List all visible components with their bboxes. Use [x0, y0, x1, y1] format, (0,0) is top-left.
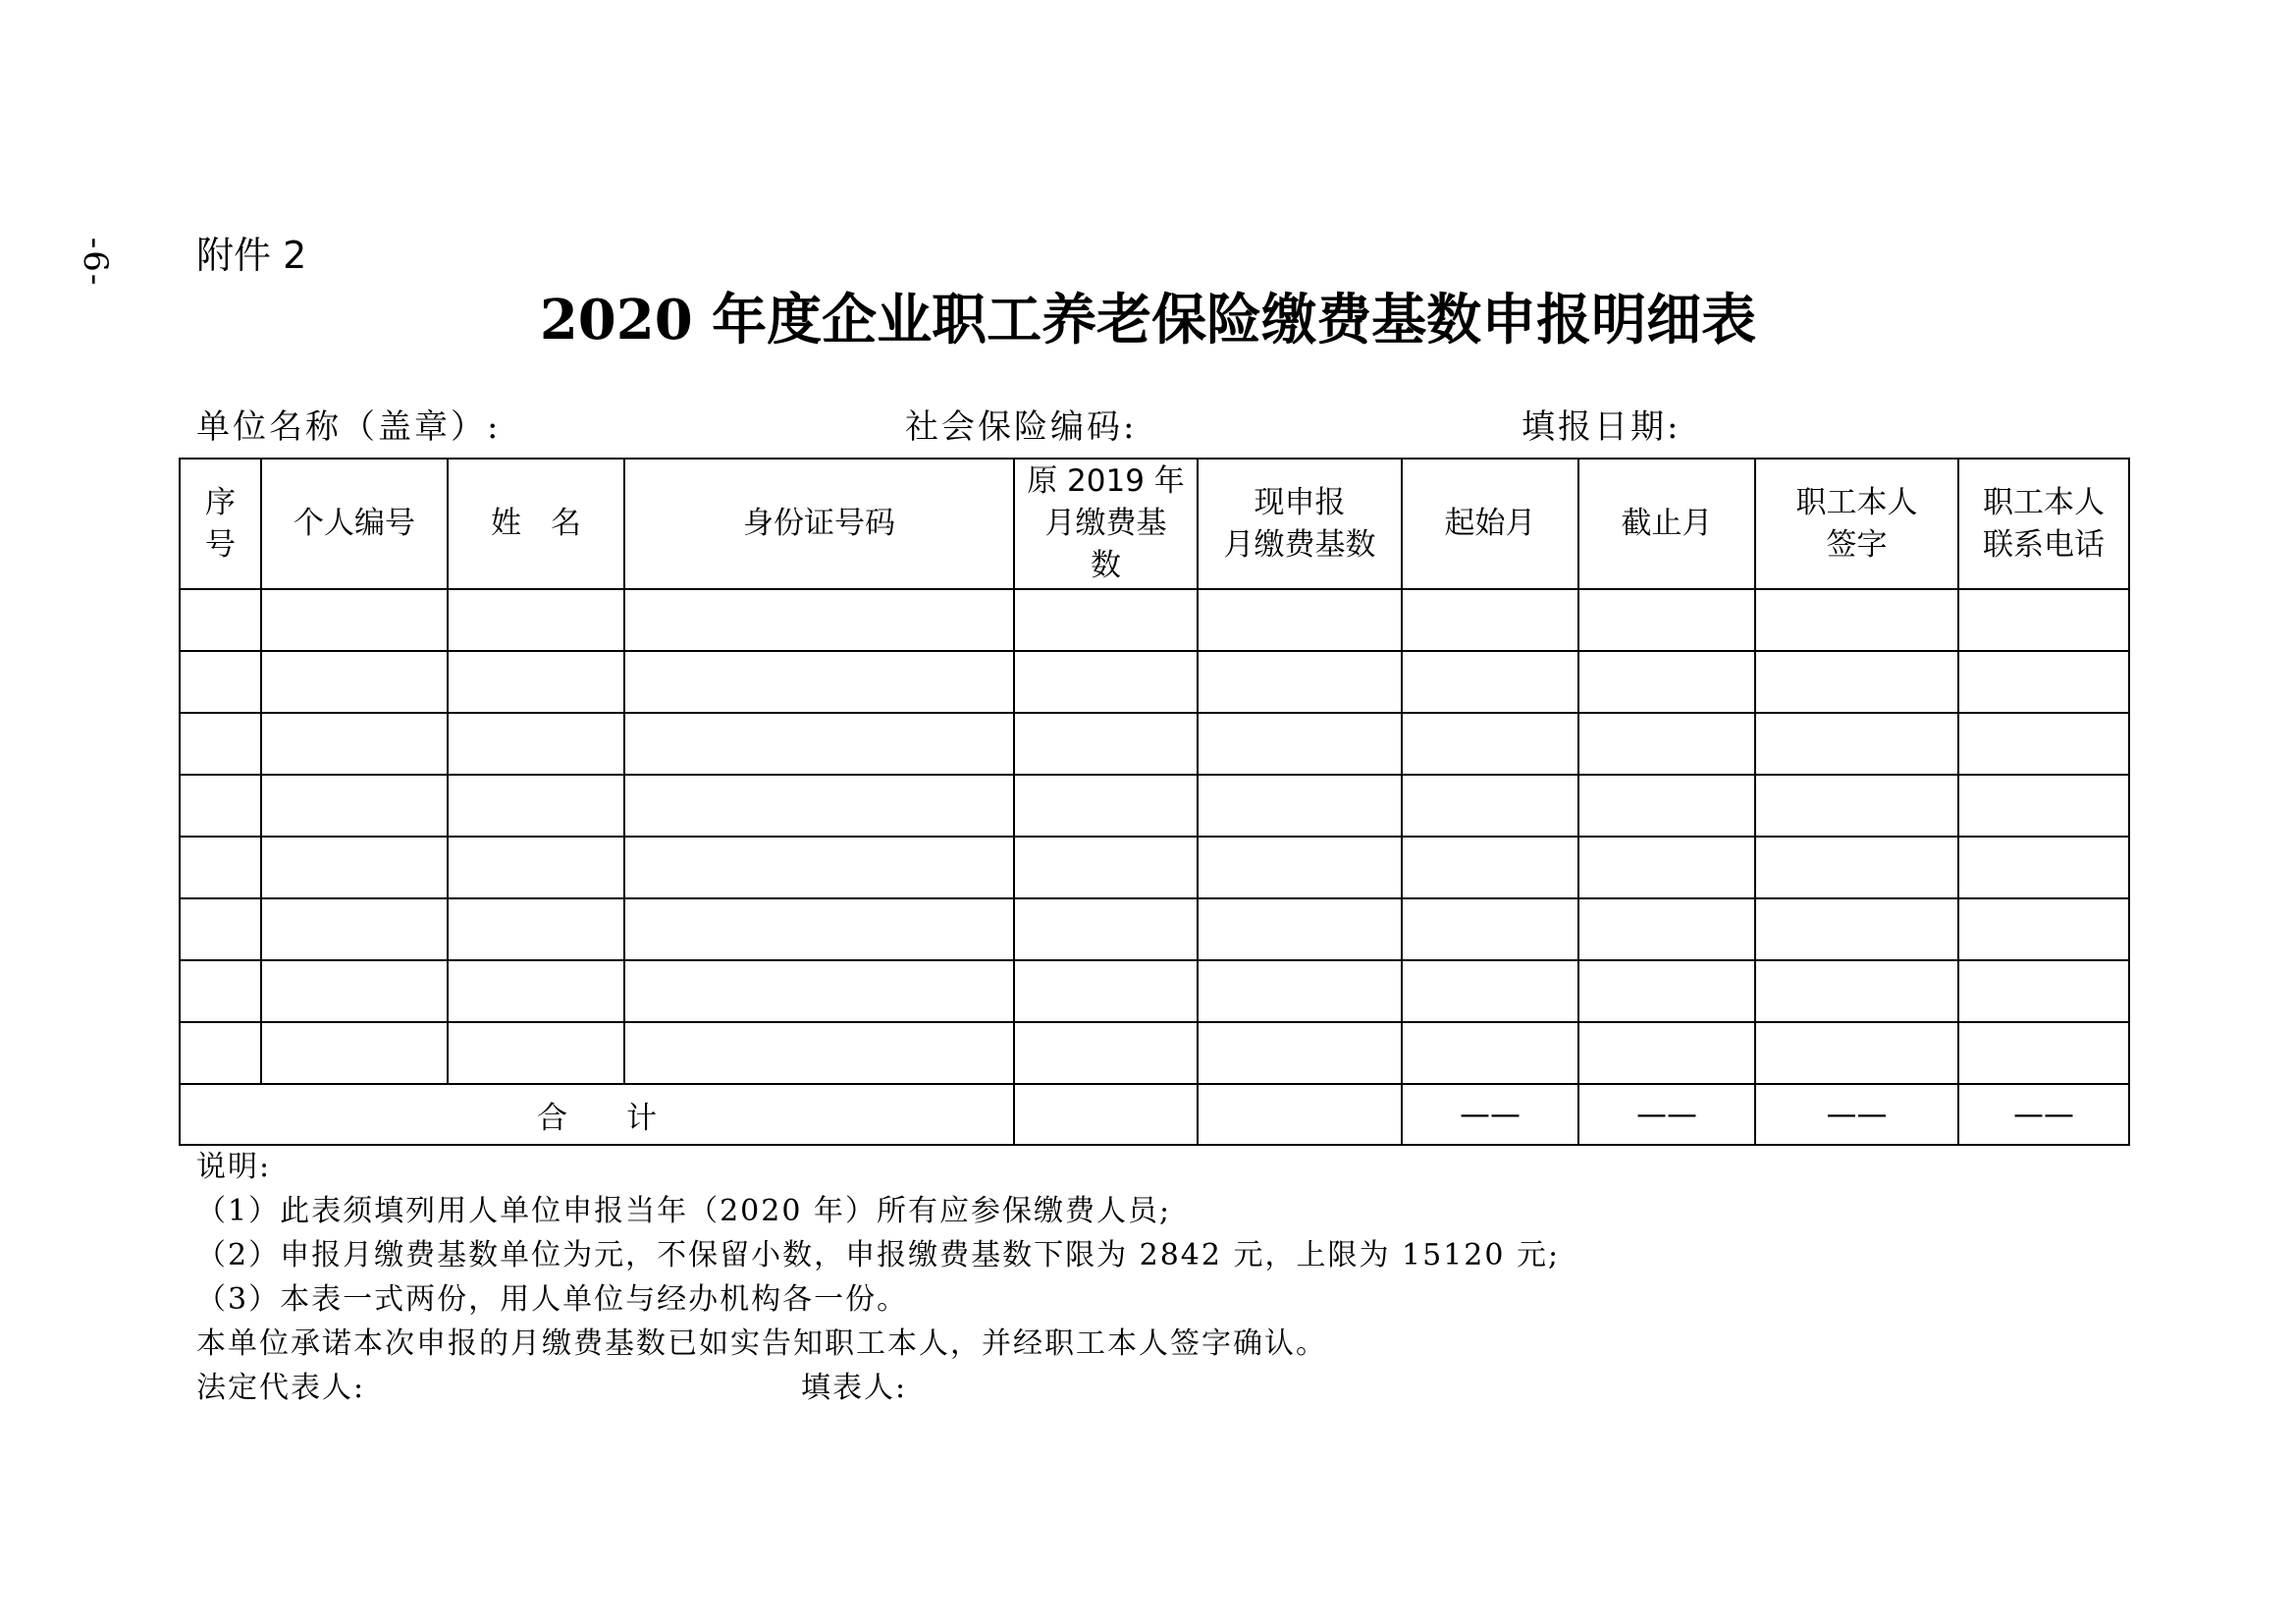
note-item: （3）本表一式两份，用人单位与经办机构各一份。: [196, 1282, 909, 1317]
personal-id-cell[interactable]: [261, 651, 448, 713]
total-original-base-cell[interactable]: [1014, 1084, 1198, 1145]
unit-name-label: 单位名称（盖章）:: [196, 407, 502, 447]
signature-row: [196, 1366, 1560, 1410]
employee-phone-cell[interactable]: [1958, 775, 2129, 837]
personal-id-cell[interactable]: [261, 1022, 448, 1084]
declaration-table: [179, 458, 2130, 1146]
employee-phone-cell[interactable]: [1958, 898, 2129, 960]
employee-signature-cell[interactable]: [1755, 898, 1958, 960]
end-month-cell[interactable]: [1578, 589, 1755, 651]
declared-base-cell[interactable]: [1198, 775, 1402, 837]
original-base-cell[interactable]: [1014, 898, 1198, 960]
employee-signature-cell[interactable]: [1755, 1022, 1958, 1084]
header-employee-phone: 职工本人 联系电话: [1958, 459, 2129, 589]
serial-no-cell[interactable]: [180, 837, 261, 898]
personal-id-cell[interactable]: [261, 589, 448, 651]
end-month-cell[interactable]: [1578, 898, 1755, 960]
serial-no-cell[interactable]: [180, 775, 261, 837]
declared-base-cell[interactable]: [1198, 651, 1402, 713]
dash-mark: ——: [1826, 1097, 1888, 1132]
end-month-cell[interactable]: [1578, 1022, 1755, 1084]
id-card-number-cell[interactable]: [624, 1022, 1014, 1084]
original-base-cell[interactable]: [1014, 651, 1198, 713]
form-filler-label: 填表人:: [801, 1371, 908, 1405]
name-cell[interactable]: [448, 651, 624, 713]
employee-signature-cell[interactable]: [1755, 960, 1958, 1022]
employee-signature-cell[interactable]: [1755, 775, 1958, 837]
employee-signature-cell[interactable]: [1755, 651, 1958, 713]
header-end-month: 截止月: [1578, 459, 1755, 589]
start-month-cell[interactable]: [1402, 960, 1578, 1022]
id-card-number-cell[interactable]: [624, 898, 1014, 960]
name-cell[interactable]: [448, 713, 624, 775]
employee-phone-cell[interactable]: [1958, 651, 2129, 713]
total-row: [180, 1084, 2129, 1145]
original-base-cell[interactable]: [1014, 1022, 1198, 1084]
legal-representative-label: 法定代表人:: [196, 1371, 366, 1405]
start-month-cell[interactable]: [1402, 775, 1578, 837]
employee-signature-cell[interactable]: [1755, 589, 1958, 651]
employee-phone-cell[interactable]: [1958, 960, 2129, 1022]
id-card-number-cell[interactable]: [624, 589, 1014, 651]
declared-base-cell[interactable]: [1198, 898, 1402, 960]
original-base-cell[interactable]: [1014, 775, 1198, 837]
declared-base-cell[interactable]: [1198, 960, 1402, 1022]
note-item: （2）申报月缴费基数单位为元，不保留小数，申报缴费基数下限为 2842 元，上限为 15120 元;: [196, 1238, 1561, 1272]
commitment-statement: 本单位承诺本次申报的月缴费基数已如实告知职工本人，并经职工本人签字确认。: [196, 1326, 1327, 1361]
total-start-month-cell: [1402, 1084, 1578, 1145]
original-base-cell[interactable]: [1014, 589, 1198, 651]
header-declared-base: 现申报 月缴费基数: [1198, 459, 1402, 589]
original-base-cell[interactable]: [1014, 713, 1198, 775]
start-month-cell[interactable]: [1402, 1022, 1578, 1084]
header-id-card-number: 身份证号码: [624, 459, 1014, 589]
end-month-cell[interactable]: [1578, 837, 1755, 898]
table-row: [180, 1022, 2129, 1084]
table-row: [180, 713, 2129, 775]
end-month-cell[interactable]: [1578, 713, 1755, 775]
name-cell[interactable]: [448, 775, 624, 837]
employee-signature-cell[interactable]: [1755, 713, 1958, 775]
notes-heading: 说明:: [196, 1150, 272, 1184]
serial-no-cell[interactable]: [180, 1022, 261, 1084]
id-card-number-cell[interactable]: [624, 775, 1014, 837]
start-month-cell[interactable]: [1402, 713, 1578, 775]
attachment-label: 附件 2: [196, 234, 307, 277]
header-serial-no: 序 号: [180, 459, 261, 589]
dash-mark: ——: [1460, 1097, 1521, 1132]
total-declared-base-cell[interactable]: [1198, 1084, 1402, 1145]
header-original-base: 原 2019 年 月缴费基 数: [1014, 459, 1198, 589]
start-month-cell[interactable]: [1402, 837, 1578, 898]
total-end-month-cell: [1578, 1084, 1755, 1145]
serial-no-cell[interactable]: [180, 589, 261, 651]
end-month-cell[interactable]: [1578, 960, 1755, 1022]
total-signature-cell: [1755, 1084, 1958, 1145]
dash-mark: ——: [2013, 1097, 2074, 1132]
header-personal-id: 个人编号: [261, 459, 448, 589]
total-label: 合计: [537, 1100, 716, 1136]
start-month-cell[interactable]: [1402, 589, 1578, 651]
id-card-number-cell[interactable]: [624, 837, 1014, 898]
end-month-cell[interactable]: [1578, 651, 1755, 713]
declared-base-cell[interactable]: [1198, 713, 1402, 775]
declared-base-cell[interactable]: [1198, 837, 1402, 898]
start-month-cell[interactable]: [1402, 651, 1578, 713]
table-row: [180, 960, 2129, 1022]
name-cell[interactable]: [448, 837, 624, 898]
original-base-cell[interactable]: [1014, 837, 1198, 898]
table-row: [180, 898, 2129, 960]
employee-signature-cell[interactable]: [1755, 837, 1958, 898]
table-row: [180, 775, 2129, 837]
name-cell[interactable]: [448, 589, 624, 651]
serial-no-cell[interactable]: [180, 898, 261, 960]
dash-mark: ——: [1636, 1097, 1697, 1132]
serial-no-cell[interactable]: [180, 960, 261, 1022]
serial-no-cell[interactable]: [180, 713, 261, 775]
table-header-row: [180, 459, 2129, 589]
id-card-number-cell[interactable]: [624, 651, 1014, 713]
declared-base-cell[interactable]: [1198, 1022, 1402, 1084]
personal-id-cell[interactable]: [261, 898, 448, 960]
personal-id-cell[interactable]: [261, 837, 448, 898]
employee-phone-cell[interactable]: [1958, 837, 2129, 898]
name-cell[interactable]: [448, 898, 624, 960]
original-base-cell[interactable]: [1014, 960, 1198, 1022]
table-row: [180, 589, 2129, 651]
id-card-number-cell[interactable]: [624, 960, 1014, 1022]
id-card-number-cell[interactable]: [624, 713, 1014, 775]
header-name: 姓名: [448, 459, 624, 589]
header-start-month: 起始月: [1402, 459, 1578, 589]
personal-id-cell[interactable]: [261, 960, 448, 1022]
total-phone-cell: [1958, 1084, 2129, 1145]
page-number: -6-: [76, 237, 115, 288]
name-cell[interactable]: [448, 1022, 624, 1084]
declared-base-cell[interactable]: [1198, 589, 1402, 651]
table-row: [180, 651, 2129, 713]
name-cell[interactable]: [448, 960, 624, 1022]
notes-section: [196, 1145, 1560, 1410]
personal-id-cell[interactable]: [261, 775, 448, 837]
document-title: 2020 年度企业职工养老保险缴费基数申报明细表: [539, 288, 1757, 352]
fill-date-label: 填报日期:: [1522, 407, 1682, 447]
start-month-cell[interactable]: [1402, 898, 1578, 960]
personal-id-cell[interactable]: [261, 713, 448, 775]
table-row: [180, 837, 2129, 898]
social-insurance-code-label: 社会保险编码:: [905, 407, 1138, 447]
end-month-cell[interactable]: [1578, 775, 1755, 837]
total-label-cell: [180, 1084, 1014, 1145]
note-item: （1）此表须填列用人单位申报当年（2020 年）所有应参保缴费人员;: [196, 1194, 1172, 1228]
employee-phone-cell[interactable]: [1958, 1022, 2129, 1084]
header-employee-signature: 职工本人 签字: [1755, 459, 1958, 589]
employee-phone-cell[interactable]: [1958, 713, 2129, 775]
employee-phone-cell[interactable]: [1958, 589, 2129, 651]
serial-no-cell[interactable]: [180, 651, 261, 713]
